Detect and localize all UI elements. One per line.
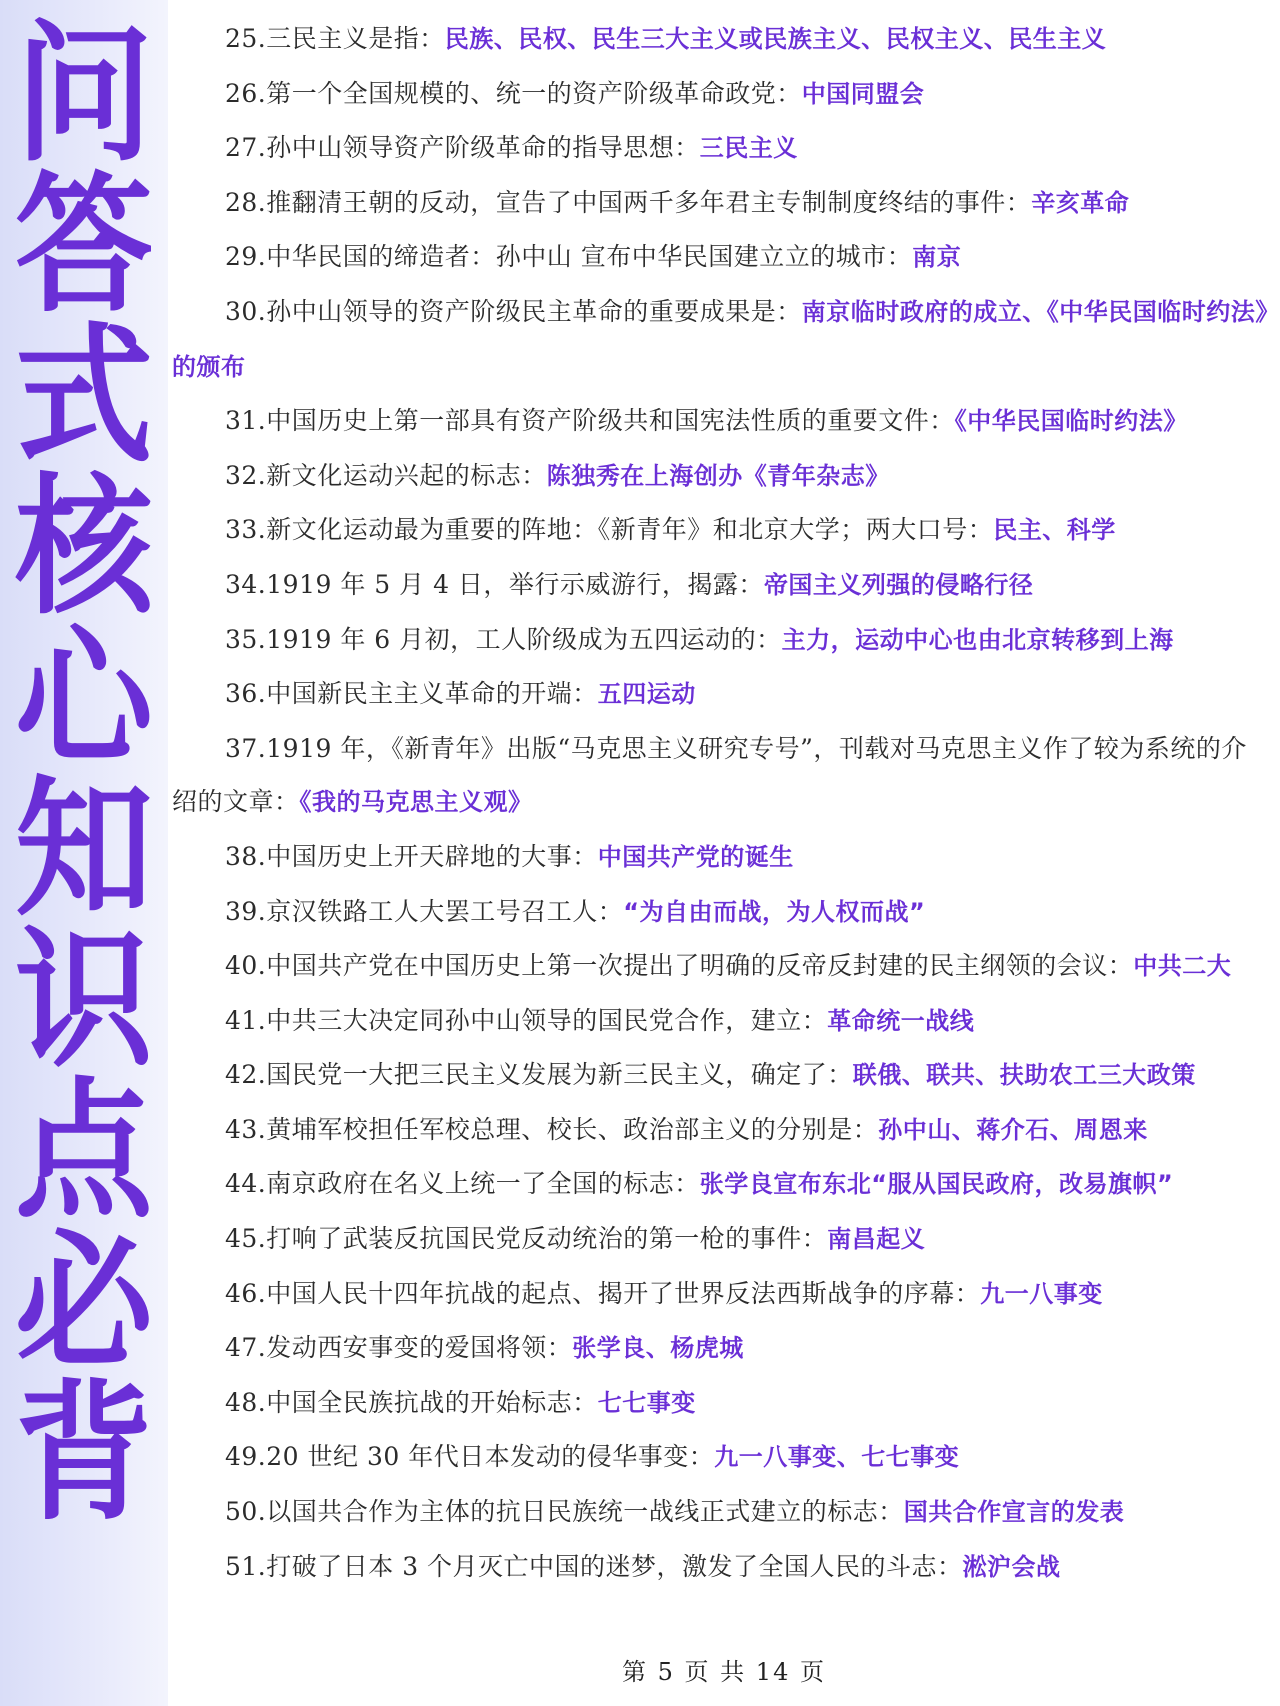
qa-item	[172, 1212, 1272, 1267]
question-text: 50.以国共合作为主体的抗日民族统一战线正式建立的标志：	[225, 1497, 904, 1527]
question-text: 35.1919 年 6 月初，工人阶级成为五四运动的：	[225, 624, 782, 654]
qa-item	[172, 285, 1272, 394]
answer-text: 南京临时政府的成立、《中华民国临时约法》的颁布	[172, 297, 1268, 381]
qa-item	[172, 939, 1272, 994]
question-text: 49.20 世纪 30 年代日本发动的侵华事变：	[225, 1442, 715, 1472]
answer-text: 七七事变	[597, 1388, 696, 1417]
qa-item	[172, 1485, 1272, 1540]
qa-item	[172, 667, 1272, 722]
question-text: 38.中国历史上开天辟地的大事：	[225, 841, 598, 871]
sidebar-title-char: 必	[14, 1216, 153, 1390]
question-text: 42.国民党一大把三民主义发展为新三民主义，确定了：	[225, 1060, 853, 1090]
answer-text: 孙中山、蒋介石、周恩来	[878, 1115, 1148, 1144]
question-text: 37.1919 年，《新青年》出版“马克思主义研究专号”，刊载对马克思主义作了较为系统的介绍的文章：	[172, 733, 1247, 817]
qa-item	[172, 1376, 1272, 1431]
qa-item	[172, 613, 1272, 668]
sidebar	[0, 0, 168, 1706]
answer-text: 中国同盟会	[801, 79, 925, 108]
question-text: 25.三民主义是指：	[225, 24, 445, 53]
question-text: 43.黄埔军校担任军校总理、校长、政治部主义的分别是：	[225, 1114, 879, 1144]
answer-text: 革命统一战线	[827, 1006, 975, 1035]
sidebar-title-char: 识	[14, 914, 153, 1088]
sidebar-title-char: 答	[14, 159, 153, 333]
qa-item	[172, 1157, 1272, 1212]
page-number: 第 5 页 共 14 页	[622, 1658, 826, 1686]
answer-text: 九一八事变	[980, 1279, 1103, 1308]
answer-text: 中国共产党的诞生	[597, 842, 794, 871]
question-text: 44.南京政府在名义上统一了全国的标志：	[225, 1169, 700, 1199]
answer-text: 联俄、联共、扶助农工三大政策	[852, 1061, 1196, 1090]
qa-item	[172, 230, 1272, 285]
answer-text: 五四运动	[597, 680, 696, 709]
answer-text: “为自由而战，为人权而战”	[623, 897, 926, 926]
answer-text: 陈独秀在上海创办《青年杂志》	[546, 461, 890, 490]
qa-item	[172, 885, 1272, 940]
qa-item	[172, 1321, 1272, 1376]
question-text: 26.第一个全国规模的、统一的资产阶级革命政党：	[225, 78, 802, 108]
qa-item	[172, 558, 1272, 613]
answer-text: 国共合作宣言的发表	[903, 1498, 1125, 1527]
qa-item	[172, 176, 1272, 231]
answer-text: 帝国主义列强的侵略行径	[763, 570, 1034, 599]
sidebar-title-char: 问	[14, 8, 153, 182]
qa-item	[172, 722, 1272, 830]
qa-item	[172, 449, 1272, 504]
sidebar-title-char: 心	[14, 612, 153, 786]
question-text: 31.中国历史上第一部具有资产阶级共和国宪法性质的重要文件：	[225, 406, 955, 436]
sidebar-title-char: 式	[14, 310, 153, 484]
qa-item	[172, 994, 1272, 1049]
answer-text: 南昌起义	[827, 1225, 926, 1254]
question-text: 41.中共三大决定同孙中山领导的国民党合作，建立：	[225, 1005, 828, 1035]
qa-item	[172, 1430, 1272, 1485]
question-text: 33.新文化运动最为重要的阵地：《新青年》和北京大学；两大口号：	[225, 515, 994, 545]
sidebar-title	[0, 8, 168, 1541]
answer-text: 《我的马克思主义观》	[299, 788, 533, 817]
question-text: 51.打破了日本 3 个月灭亡中国的迷梦，激发了全国人民的斗志：	[225, 1551, 963, 1581]
question-text: 30.孙中山领导的资产阶级民主革命的重要成果是：	[225, 296, 802, 326]
question-text: 47.发动西安事变的爱国将领：	[225, 1333, 573, 1363]
qa-item	[172, 1267, 1272, 1322]
qa-item	[172, 12, 1272, 67]
sidebar-title-char: 核	[14, 461, 153, 635]
qa-item	[172, 1048, 1272, 1103]
answer-text: 三民主义	[699, 134, 798, 163]
sidebar-title-char: 知	[14, 763, 153, 937]
question-text: 27.孙中山领导资产阶级革命的指导思想：	[225, 133, 700, 163]
answer-text: 主力，运动中心也由北京转移到上海	[781, 625, 1174, 654]
qa-item	[172, 394, 1272, 449]
qa-item	[172, 121, 1272, 176]
answer-text: 淞沪会战	[962, 1552, 1061, 1581]
question-text: 29.中华民国的缔造者：孙中山 宣布中华民国建立立的城市：	[225, 242, 913, 272]
answer-text: 民族、民权、民生三大主义或民族主义、民权主义、民生主义	[444, 25, 1107, 53]
qa-item	[172, 1540, 1272, 1595]
sidebar-title-char: 背	[14, 1367, 153, 1541]
question-text: 45.打响了武装反抗国民党反动统治的第一枪的事件：	[225, 1224, 828, 1254]
answer-text: 《中华民国临时约法》	[954, 407, 1188, 436]
answer-text: 九一八事变、七七事变	[714, 1443, 960, 1472]
question-text: 48.中国全民族抗战的开始标志：	[225, 1387, 598, 1417]
answer-text: 张学良宣布东北“服从国民政府，改易旗帜”	[699, 1170, 1174, 1199]
answer-text: 民主、科学	[993, 516, 1116, 545]
qa-item	[172, 1103, 1272, 1158]
question-text: 40.中国共产党在中国历史上第一次提出了明确的反帝反封建的民主纲领的会议：	[225, 951, 1134, 981]
sidebar-title-char: 点	[14, 1065, 153, 1239]
qa-item	[172, 830, 1272, 885]
question-text: 36.中国新民主主义革命的开端：	[225, 679, 598, 709]
question-text: 28.推翻清王朝的反动，宣告了中国两千多年君主专制制度终结的事件：	[225, 187, 1032, 217]
qa-item	[172, 67, 1272, 122]
question-text: 34.1919 年 5 月 4 日，举行示威游行，揭露：	[225, 569, 764, 599]
answer-text: 中共二大	[1133, 952, 1232, 981]
question-text: 32.新文化运动兴起的标志：	[225, 460, 547, 490]
document-page	[168, 0, 1280, 1706]
answer-text: 张学良、杨虎城	[572, 1334, 744, 1363]
answer-text: 南京	[912, 243, 962, 272]
qa-item	[172, 503, 1272, 558]
question-text: 46.中国人民十四年抗战的起点、揭开了世界反法西斯战争的序幕：	[225, 1278, 981, 1308]
question-text: 39.京汉铁路工人大罢工号召工人：	[225, 896, 624, 926]
qa-list	[172, 12, 1272, 1594]
answer-text: 辛亥革命	[1031, 188, 1130, 217]
